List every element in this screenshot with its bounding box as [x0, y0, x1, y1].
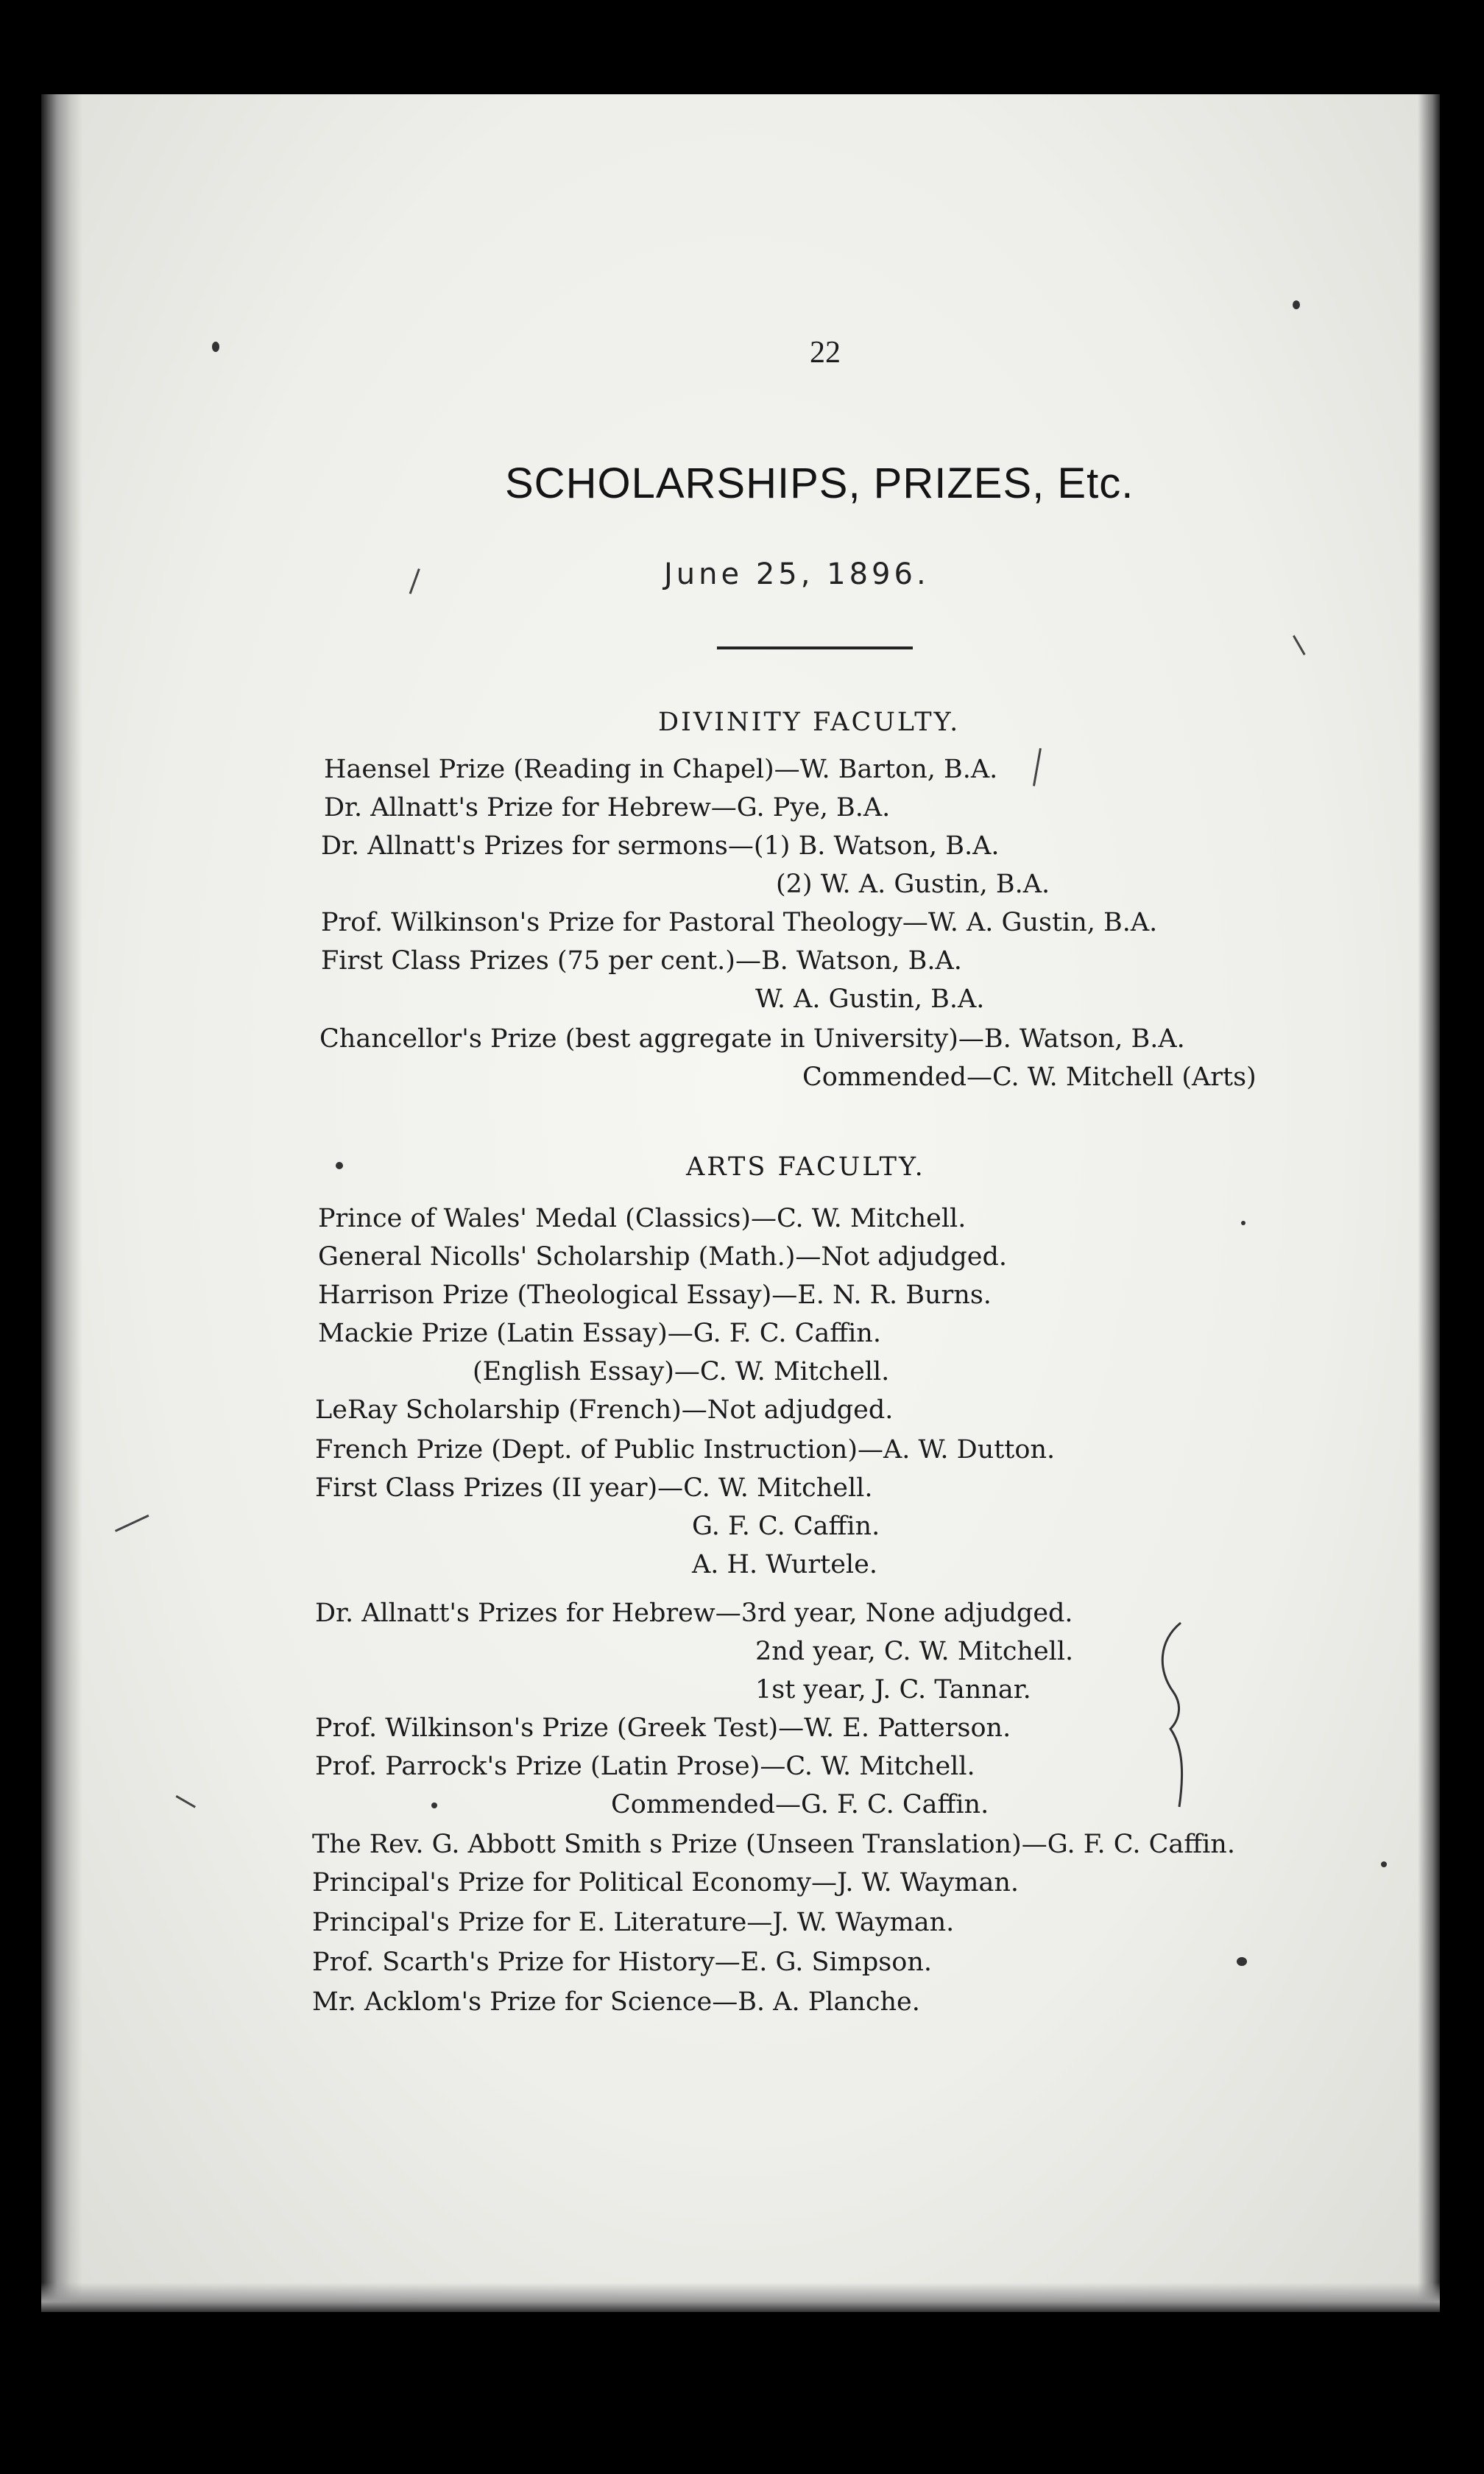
arts-entry: Mackie Prize (Latin Essay)—G. F. C. Caffin. — [318, 1319, 881, 1348]
scan-scratch — [1293, 635, 1306, 655]
scan-speck — [1381, 1861, 1387, 1867]
arts-entry: Prof. Parrock's Prize (Latin Prose)—C. W. Mitchell. — [315, 1752, 975, 1781]
arts-entry: General Nicolls' Scholarship (Math.)—Not adjudged. — [318, 1242, 1007, 1272]
arts-entry: The Rev. G. Abbott Smith s Prize (Unseen Translation)—G. F. C. Caffin. — [312, 1830, 1235, 1859]
arts-entry: Prince of Wales' Medal (Classics)—C. W. Mitchell. — [318, 1204, 967, 1233]
divinity-entry: Haensel Prize (Reading in Chapel)—W. Barton, B.A. — [324, 755, 998, 784]
scan-speck — [1237, 1957, 1247, 1966]
arts-entry: Dr. Allnatt's Prizes for Hebrew—3rd year, None adjudged. — [315, 1599, 1073, 1628]
scan-scratch — [1033, 748, 1042, 786]
page-title: SCHOLARSHIPS, PRIZES, Etc. — [505, 459, 1134, 507]
arts-entry: First Class Prizes (II year)—C. W. Mitchell. — [315, 1473, 873, 1503]
arts-entry: 1st year, J. C. Tannar. — [755, 1675, 1031, 1705]
arts-entry: G. F. C. Caffin. — [692, 1512, 880, 1541]
document-page — [41, 94, 1440, 2312]
arts-entry: Prof. Wilkinson's Prize (Greek Test)—W. E. Patterson. — [315, 1713, 1011, 1743]
arts-entry: French Prize (Dept. of Public Instruction)—A. W. Dutton. — [315, 1435, 1056, 1465]
arts-faculty-heading: ARTS FACULTY. — [686, 1152, 925, 1182]
scan-scratch — [115, 1515, 149, 1532]
scan-speck — [431, 1802, 437, 1808]
scan-speck — [336, 1162, 343, 1169]
arts-entry: A. H. Wurtele. — [692, 1550, 877, 1579]
page-right-edge — [1418, 94, 1440, 2312]
arts-entry: Harrison Prize (Theological Essay)—E. N. R. Burns. — [318, 1280, 992, 1310]
page-bottom-edge — [41, 2283, 1440, 2312]
scan-speck — [212, 342, 219, 352]
divinity-entry: Prof. Wilkinson's Prize for Pastoral Theology—W. A. Gustin, B.A. — [321, 908, 1158, 937]
page-binding-edge — [41, 94, 82, 2312]
arts-entry: 2nd year, C. W. Mitchell. — [755, 1637, 1074, 1666]
divinity-faculty-heading: DIVINITY FACULTY. — [658, 708, 961, 737]
scan-speck — [1293, 300, 1300, 309]
handwritten-bracket-mark — [1151, 1618, 1195, 1810]
scan-scratch — [409, 568, 420, 594]
divinity-entry: W. A. Gustin, B.A. — [755, 984, 985, 1014]
divinity-entry: (2) W. A. Gustin, B.A. — [776, 870, 1050, 899]
scan-scratch — [176, 1795, 196, 1808]
divinity-entry: Dr. Allnatt's Prize for Hebrew—G. Pye, B.A. — [324, 793, 891, 822]
arts-entry: Commended—G. F. C. Caffin. — [611, 1790, 989, 1819]
scan-speck — [1241, 1221, 1246, 1225]
arts-entry: Prof. Scarth's Prize for History—E. G. Simpson. — [312, 1948, 932, 1977]
divinity-entry: Commended—C. W. Mitchell (Arts) — [802, 1062, 1257, 1092]
divinity-entry: Chancellor's Prize (best aggregate in University)—B. Watson, B.A. — [319, 1024, 1185, 1054]
arts-entry: (English Essay)—C. W. Mitchell. — [473, 1357, 890, 1386]
arts-entry: Mr. Acklom's Prize for Science—B. A. Planche. — [312, 1987, 920, 2017]
arts-entry: LeRay Scholarship (French)—Not adjudged. — [315, 1395, 894, 1425]
title-divider — [717, 646, 913, 649]
divinity-entry: First Class Prizes (75 per cent.)—B. Watson, B.A. — [321, 946, 962, 976]
arts-entry: Principal's Prize for Political Economy—J. W. Wayman. — [312, 1868, 1020, 1897]
arts-entry: Principal's Prize for E. Literature—J. W. Wayman. — [312, 1908, 955, 1937]
page-number: 22 — [810, 336, 841, 370]
divinity-entry: Dr. Allnatt's Prizes for sermons—(1) B. Watson, B.A. — [321, 831, 1000, 861]
page-date: June 25, 1896. — [664, 557, 930, 591]
